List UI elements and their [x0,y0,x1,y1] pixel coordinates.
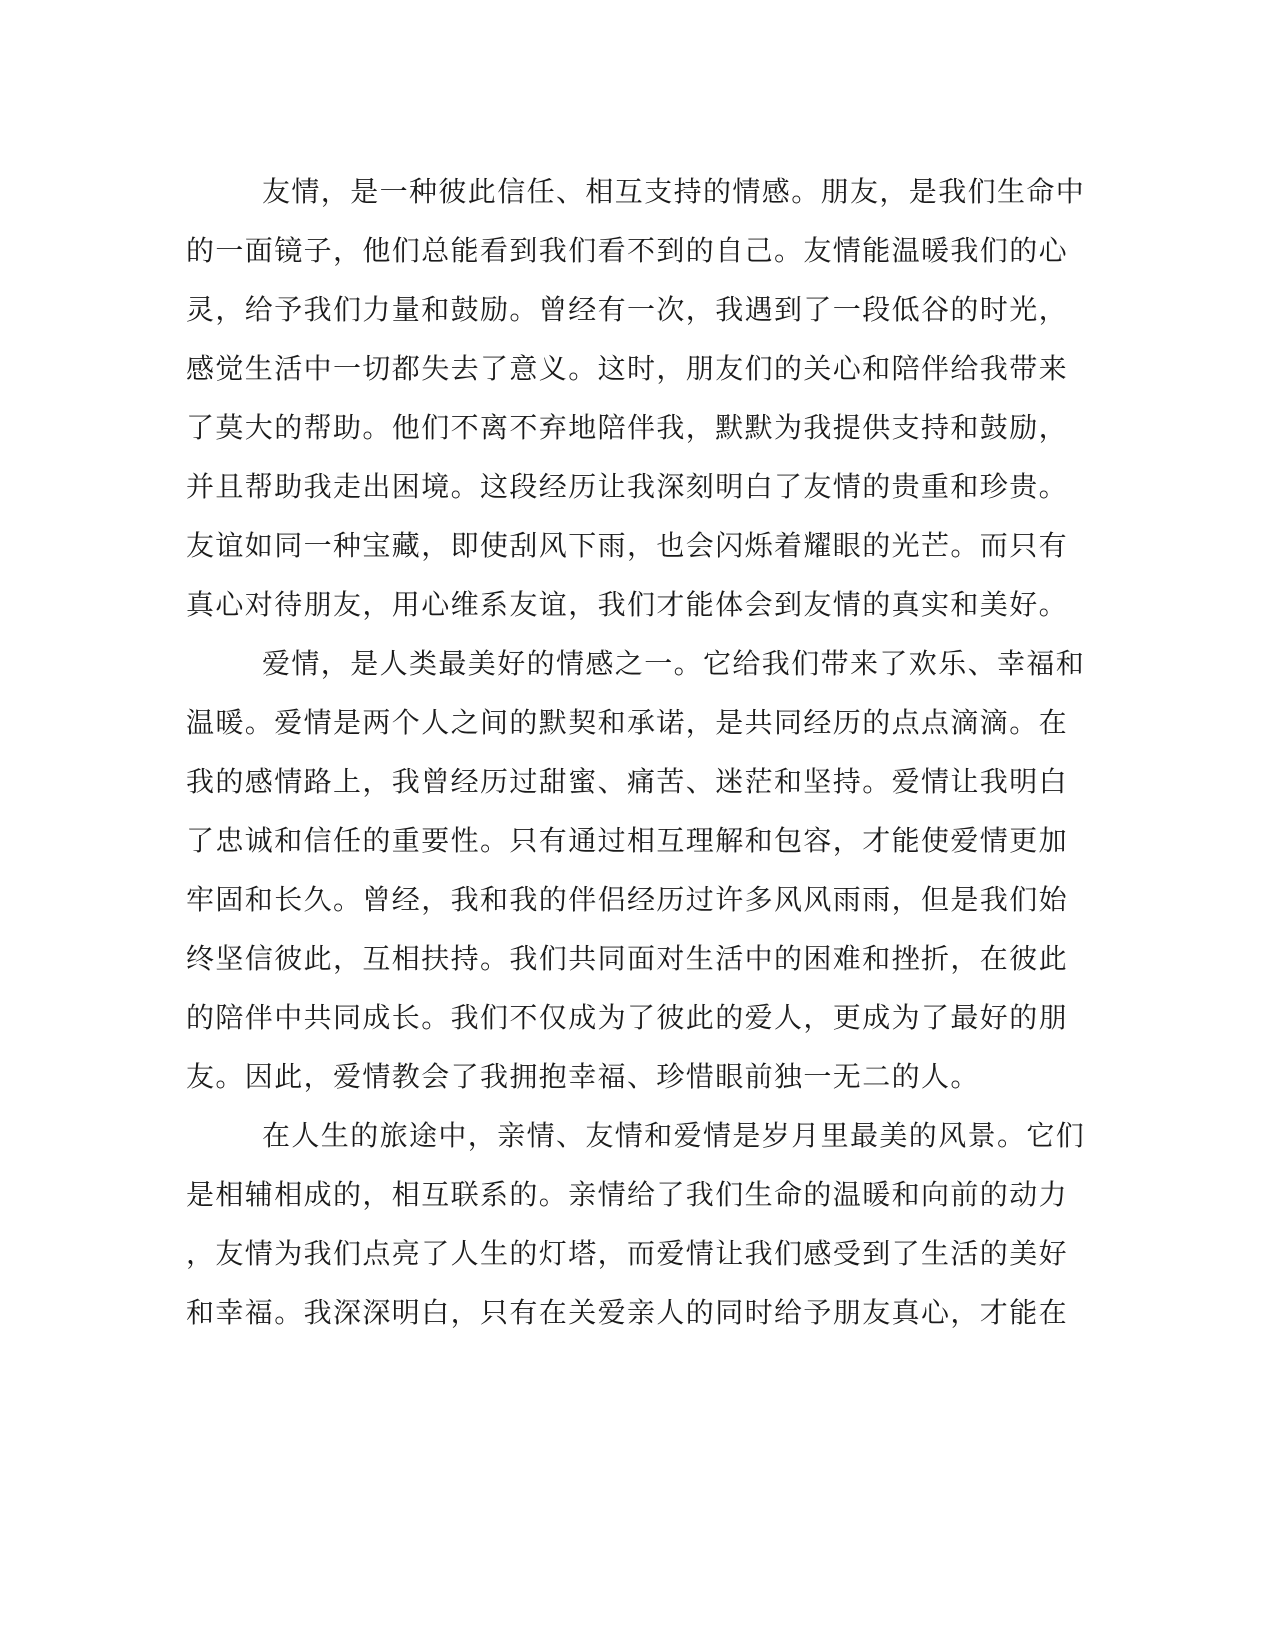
paragraph-line: 是相辅相成的，相互联系的。亲情给了我们生命的温暖和向前的动力 [186,1178,1069,1211]
paragraph-line: ，友情为我们点亮了人生的灯塔，而爱情让我们感受到了生活的美好 [186,1237,1069,1270]
paragraph-line: 并且帮助我走出困境。这段经历让我深刻明白了友情的贵重和珍贵。 [186,470,1069,503]
paragraph-line: 真心对待朋友，用心维系友谊，我们才能体会到友情的真实和美好。 [186,588,1069,621]
paragraph-line: 爱情，是人类最美好的情感之一。它给我们带来了欢乐、幸福和 [262,647,1086,680]
paragraph-line: 感觉生活中一切都失去了意义。这时，朋友们的关心和陪伴给我带来 [186,352,1069,385]
paragraph-line: 的一面镜子，他们总能看到我们看不到的自己。友情能温暖我们的心 [186,234,1069,267]
paragraph-line: 友。因此，爱情教会了我拥抱幸福、珍惜眼前独一无二的人。 [186,1060,980,1093]
paragraph-line: 终坚信彼此，互相扶持。我们共同面对生活中的困难和挫折，在彼此 [186,942,1069,975]
paragraph-line: 了忠诚和信任的重要性。只有通过相互理解和包容，才能使爱情更加 [186,824,1069,857]
paragraph-line: 友谊如同一种宝藏，即使刮风下雨，也会闪烁着耀眼的光芒。而只有 [186,529,1069,562]
paragraph-line: 友情，是一种彼此信任、相互支持的情感。朋友，是我们生命中 [262,175,1086,208]
paragraph-line: 的陪伴中共同成长。我们不仅成为了彼此的爱人，更成为了最好的朋 [186,1001,1069,1034]
document-body [186,162,1086,1342]
paragraph-line: 在人生的旅途中，亲情、友情和爱情是岁月里最美的风景。它们 [262,1119,1086,1152]
paragraph-line: 灵，给予我们力量和鼓励。曾经有一次，我遇到了一段低谷的时光， [186,293,1069,326]
paragraph-love [186,634,1086,1106]
paragraph-line: 牢固和长久。曾经，我和我的伴侣经历过许多风风雨雨，但是我们始 [186,883,1069,916]
paragraph-line: 和幸福。我深深明白，只有在关爱亲人的同时给予朋友真心，才能在 [186,1296,1069,1329]
paragraph-line: 我的感情路上，我曾经历过甜蜜、痛苦、迷茫和坚持。爱情让我明白 [186,765,1069,798]
paragraph-line: 了莫大的帮助。他们不离不弃地陪伴我，默默为我提供支持和鼓励， [186,411,1069,444]
paragraph-line: 温暖。爱情是两个人之间的默契和承诺，是共同经历的点点滴滴。在 [186,706,1069,739]
paragraph-friendship [186,162,1086,634]
paragraph-life-journey [186,1106,1086,1342]
